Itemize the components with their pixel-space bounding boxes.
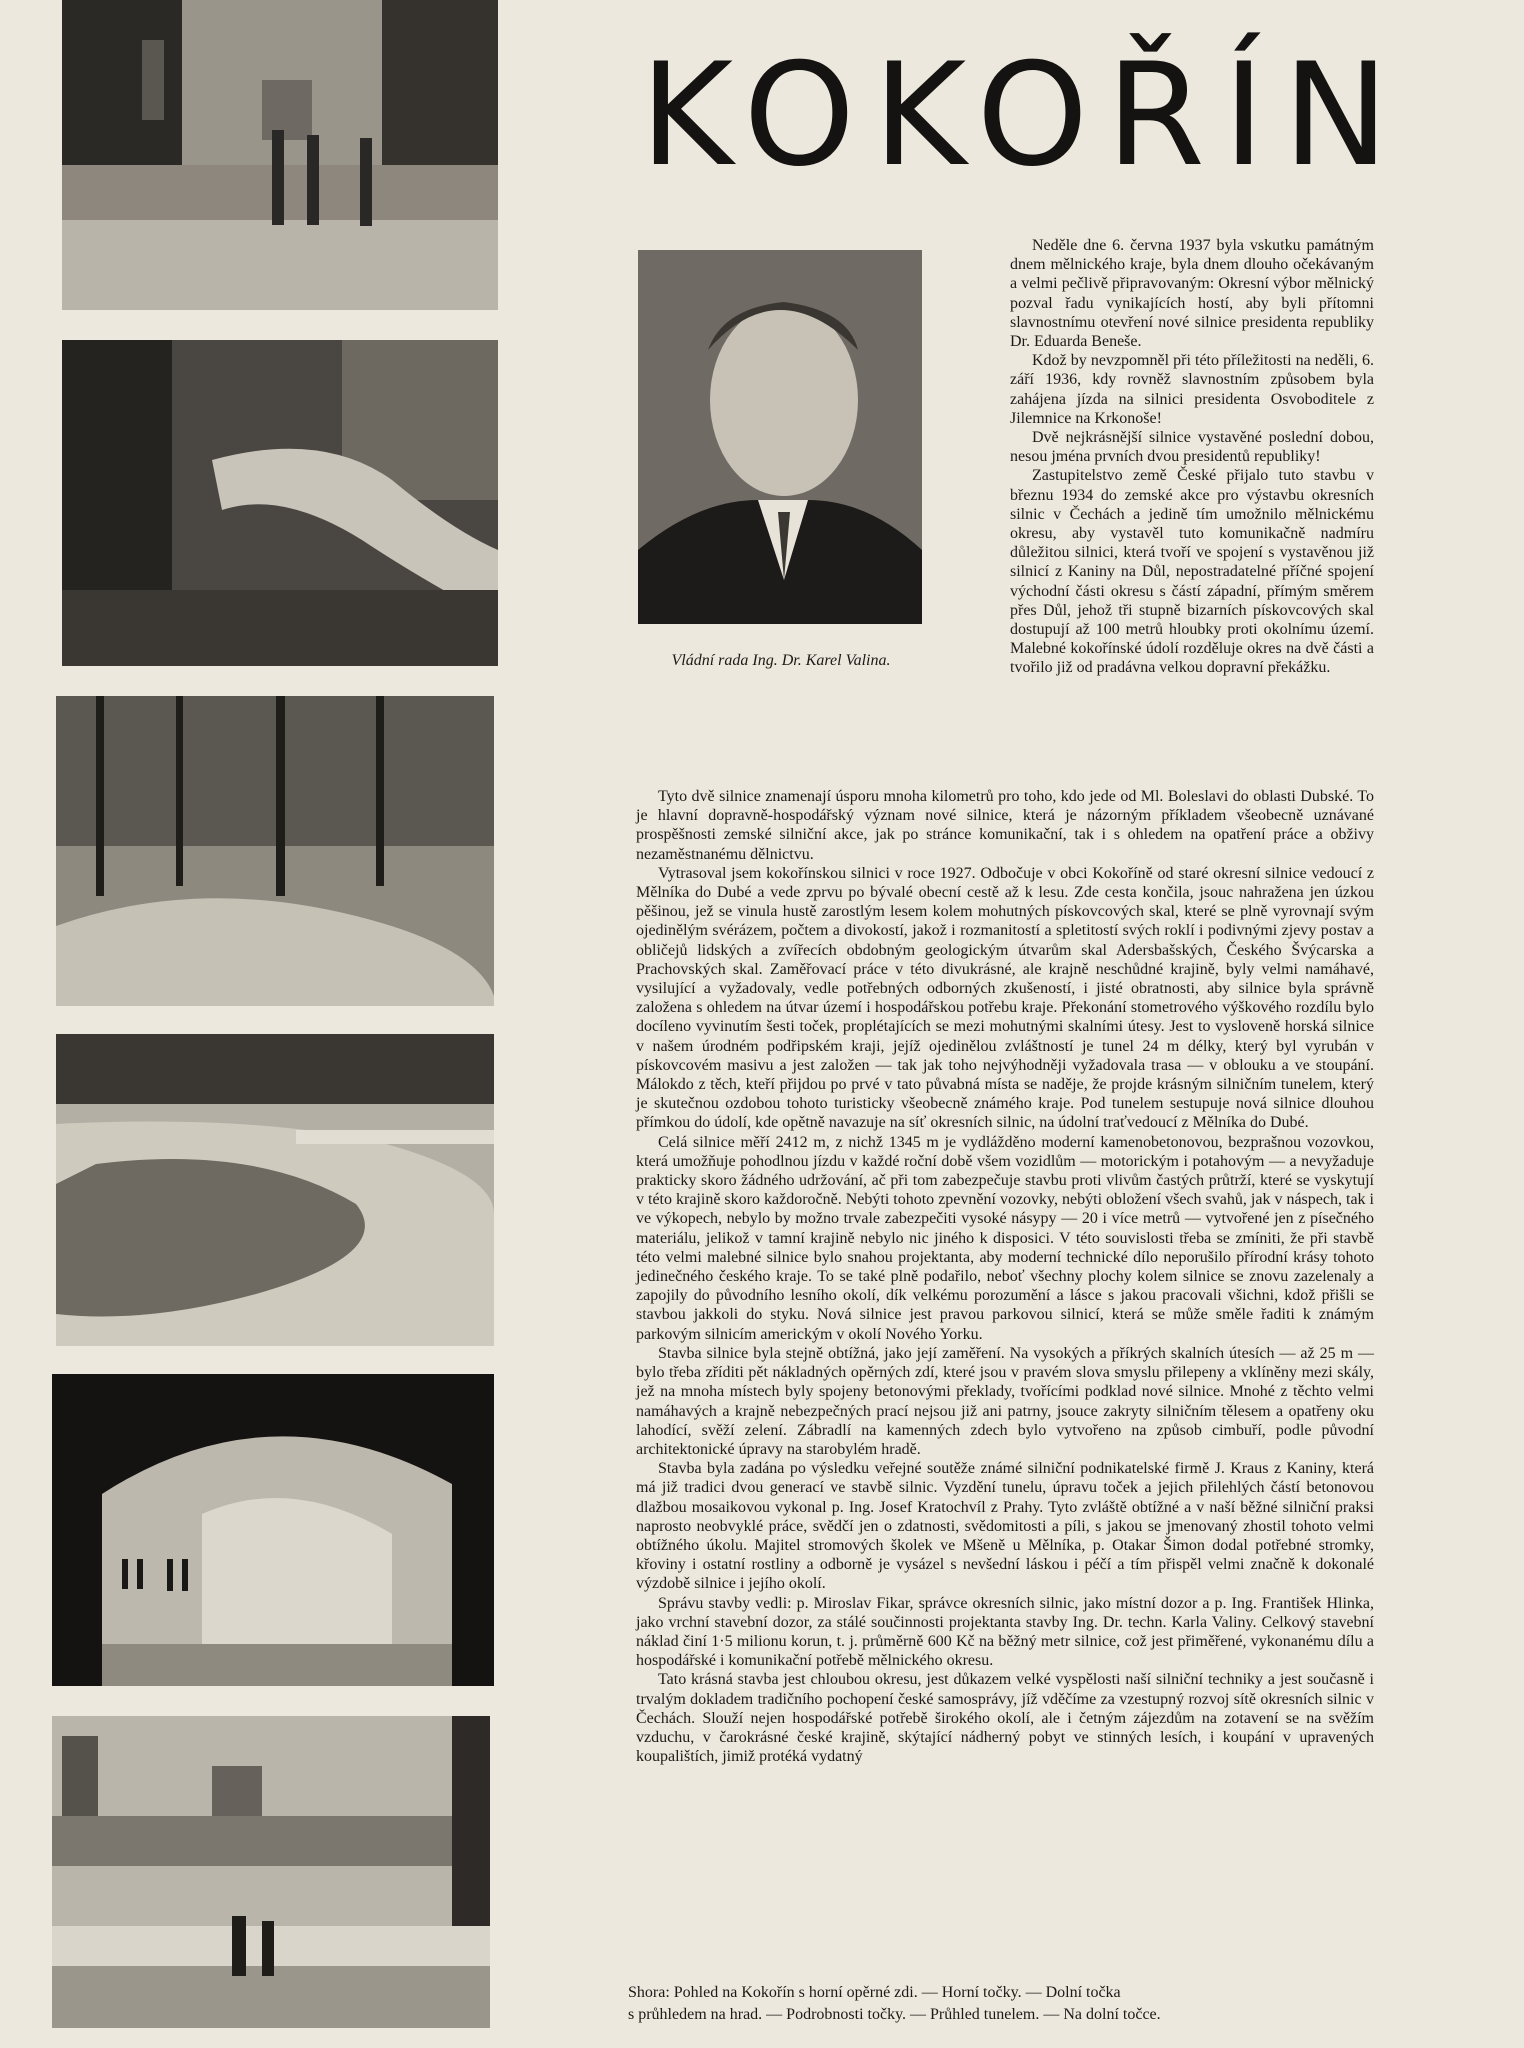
- photo-captions: [628, 1982, 1328, 2026]
- intro-text-column: [1010, 236, 1374, 678]
- intro-paragraph: Dvě nejkrásnější silnice vystavěné poslední dobou, nesou jména prvních dvou presidentů republiky!: [1010, 429, 1374, 466]
- caption-line: Shora: Pohled na Kokořín s horní opěrné zdi. — Horní točky. — Dolní točka: [628, 1984, 1121, 2001]
- photo-lower-bend-with-castle-view: [56, 696, 494, 1006]
- body-paragraph: Tato krásná stavba jest chloubou okresu, jest důkazem velké vyspělosti naší silniční techniky a jest současně i trvalým dokladem tradičního pochopení české samosprávy, jíž vděčíme za vzestupný rozvoj sítě okresních silnic v Čechách. Slouží nejen hospodářské potřebě širokého okolí, ale i četným zájezdům na zotavení se na svěžím vzduchu, v čarokrásné české krajině, skýtající nádherný pobyt ve stinných lesích, i koupání v upravených koupalištích, jimiž protéká vydatný: [636, 1671, 1374, 1766]
- body-paragraph: Správu stavby vedli: p. Miroslav Fikar, správce okresních silnic, jako místní dozor a p. Ing. František Hlinka, jako vrchní stavební dozor, za stálé součinnosti projektanta stavby Ing. Dr. techn. Karla Valiny. Celkový stavební náklad činí 1·5 milionu korun, t. j. průměrně 600 Kč na běžný metr silnice, což jest přiměřené, vykonanému dílu a hospodářské i komunikační potřebě mělnického okresu.: [636, 1594, 1374, 1670]
- page-title: KOKOŘÍN: [640, 33, 1408, 198]
- caption-line: s průhledem na hrad. — Podrobnosti točky. — Průhled tunelem. — Na dolní točce.: [628, 2006, 1161, 2023]
- body-paragraph: Vytrasoval jsem kokořínskou silnici v roce 1927. Odbočuje v obci Kokoříně od staré okresní silnice vedoucí z Mělníka do Dubé a vede zprvu po bývalé obecní cestě až k lesu. Zde cesta končila, jsouc nahražena jen úzkou pěšinou, jež se vinula hustě zarostlým lesem kolem mohutných pískovcových skal, které se plně vyrovnají svým ojedinělým svérázem, počtem a divokostí, jakož i rozmanitostí a spletitostí svých roklí i podivnými zjevy postav a obličejů lidských a zvířecích obdobným geologickým útvarům skal Adersbašských, Českého Švýcarska a Prachovských skal. Zaměřovací práce v této divukrásné, ale krajně neschůdné krajině, byly velmi namáhavé, vysilující a vyžadovaly, vedle potřebných odborných zkušeností, i jisté obratnosti, aby silnice byla správně založena s ohledem na útvar území i hospodářskou potřebu kraje. Překonání stometrového výškového rozdílu bylo docíleno vyvinutím šesti toček, proplétajících se mezi mohutnými skalními útesy. Jest to vysloveně horská silnice v našem úrodném podřipském kraji, jejíž ojedinělou zvláštností je tunel 24 m délky, který byl vyrubán v pískovcovém masivu a jest založen — tak jak toho nejvýhodněji vyžadovala trasa — v oblouku a ve stoupání. Málokdo z těch, kteří přijdou po prvé v tato půvabná místa se naděje, že projde krásným silničním tunelem, který je skutečnou ozdobou tohoto turisticky všeobecně známého kraje. Pod tunelem sestupuje nová silnice dlouhou přímkou do údolí, kde opětně navazuje na síť okresních silnic, na údolní traťvedoucí z Mělníka do Dubé.: [636, 864, 1374, 1132]
- body-paragraph: Stavba byla zadána po výsledku veřejné soutěže známé silniční podnikatelské firmě J. Kraus z Kaniny, která má již tradici dvou generací ve stavbě silnic. Vyzdění tunelu, úpravu toček a jejich přilehlých částí betonovou dlažbou mosaikovou vykonal p. Ing. Josef Kratochvíl z Prahy. Tyto zvláště obtížné a v naší běžné silniční praksi naprosto neobvyklé práce, svědčí jen o zdatnosti, svědomitosti a píli, s jakou se jmenovaný zhostil tohoto velmi obtížného úkolu. Majitel stromových školek ve Mšeně u Mělníka, p. Otakar Šimon dodal potřebné stromky, křoviny i ostatní rostliny a odborně je vysázel s nevšední láskou i péčí a tím přispěl velmi značně k dokonalé výzdobě silnice i jejího okolí.: [636, 1460, 1374, 1593]
- body-paragraph: Tyto dvě silnice znamenají úsporu mnoha kilometrů pro toho, kdo jede od Ml. Boleslavi do oblasti Dubské. To je hlavní dopravně-hospodářský význam nové silnice, která je názorným příkladem všeobecně uznávané prospěšnosti zemské silniční akce, jak po stránce komunikační, tak i s ohledem na opatření práce a obživy nezaměstnanému dělnictvu.: [636, 788, 1374, 863]
- photo-tunnel-view: [52, 1374, 494, 1686]
- intro-paragraph: Neděle dne 6. června 1937 byla vskutku památným dnem mělnického kraje, byla dnem dlouho očekávaným a velmi pečlivě připravovaným: Okresní výbor mělnický pozval řadu vynikajících hostí, aby byli přítomni slavnostnímu otevření nové silnice presidenta republiky Dr. Eduarda Beneše.: [1010, 237, 1374, 351]
- body-paragraph: Stavba silnice byla stejně obtížná, jako její zaměření. Na vysokých a příkrých skalních útesích — až 25 m — bylo třeba zříditi pět nákladných opěrných zdí, které jsou v pravém slova smyslu přilepeny a vklíněny mezi skály, jež na mnoha místech byly spojeny betonovými překlady, tvořícími podklad nové silnice. Mnohé z těchto velmi namáhavých a krajně nebezpečných prací nejsou již ani patrny, jsouce zakryty silničním tělesem a opatřeny oku lahodící, svěží zelení. Zábradlí na kamenných zdech bylo vytvořeno na způsob cimbuří, podle původní architektonické úpravy na starobylém hradě.: [636, 1344, 1374, 1458]
- photo-bend-detail: [56, 1034, 494, 1346]
- article-body: [636, 787, 1374, 1766]
- photo-lower-bend-castle: [52, 1716, 490, 2028]
- photo-castle-view-from-wall: [62, 0, 498, 310]
- body-paragraph: Celá silnice měří 2412 m, z nichž 1345 m je vydlážděno moderní kamenobetonovou, bezprašnou vozovkou, která umožňuje pohodlnou jízdu v každé roční době všem vozidlům — motorickým i potahovým — a nevyžaduje prakticky skoro žádného udržování, ač při tom zabezpečuje stavbu proti vlivům častých průtrží, které se vyskytují v této krajině skoro každoročně. Nebýti tohoto zpevnění vozovky, nebýti obložení všech svahů, jak v náspech, tak i ve výkopech, nebylo by možno trvale zabezpečiti vysoké násypy — 20 i více metrů — vytvořené jen z písečného materiálu, jelikož v tamní krajině nebylo nic jiného k disposici. V této souvislosti třeba se zmíniti, že při stavbě této velmi malebné silnice bylo snahou projektanta, aby moderní technické dílo neporušilo přírodní krásy tohoto jedinečného českého kraje. To se také plně podařilo, neboť všechny plochy kolem silnice se znovu zazelenaly a zapojily do původního lesního okolí, dík velkému porozumění a lásce s jakou pracovali všichni, kdož přišli se stavbou jakkoli do styku. Nová silnice jest pravou parkovou silnicí, která se může směle řaditi k známým parkovým silnicím americkým v okolí Nového Yorku.: [636, 1133, 1374, 1343]
- intro-paragraph: Zastupitelstvo země České přijalo tuto stavbu v březnu 1934 do zemské akce pro výstavbu okresních silnic v Čechách a jedině tím umožnilo mělnickému okresu, aby vystavěl tuto komunikačně nadmíru důležitou silnici, která tvoří ve spojení s vystavěnou již silnicí z Kaniny na Důl, nepostradatelné příčné spojení východní části okresu s částí západní, přímým směrem přes Důl, jehož tři stupně bizarních pískovcových skal dostupují až 100 metrů hloubky proti okolnímu území. Malebné kokořínské údolí rozděluje okres na dvě části a tvořilo již od pradávna velkou dopravní překážku.: [1010, 467, 1374, 677]
- photo-upper-bends: [62, 340, 498, 666]
- intro-paragraph: Kdož by nevzpomněl při této příležitosti na neděli, 6. září 1936, kdy rovněž slavnostním způsobem byla zahájena jízda na silnici presidenta Osvoboditele z Jilemnice na Krkonoše!: [1010, 352, 1374, 427]
- portrait-photo: [638, 250, 922, 624]
- portrait-caption: Vládní rada Ing. Dr. Karel Valina.: [671, 652, 891, 669]
